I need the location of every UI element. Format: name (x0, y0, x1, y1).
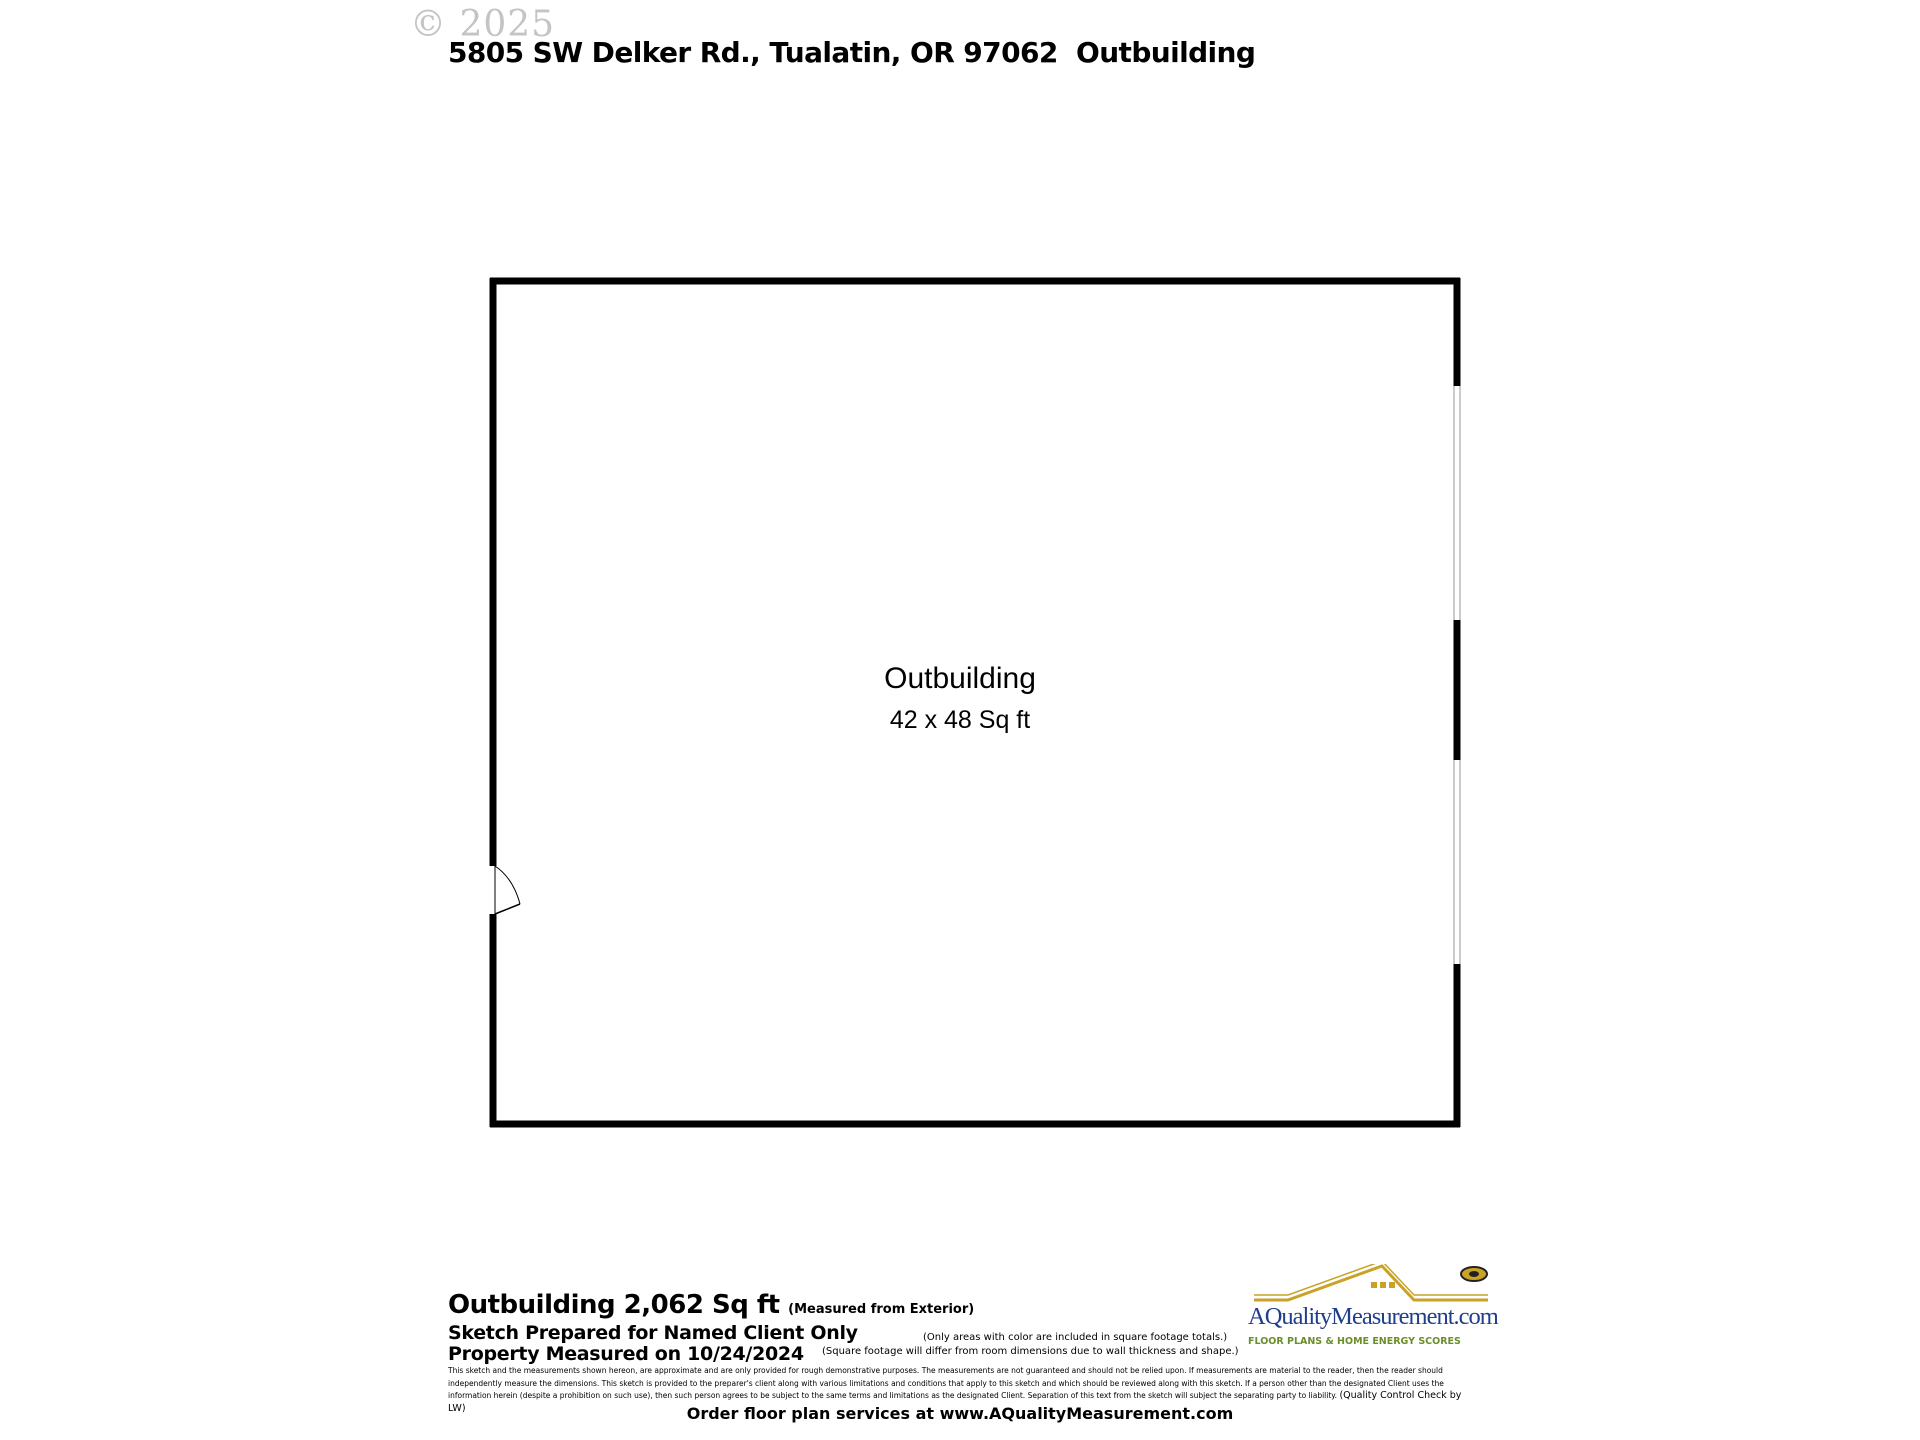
company-logo (1248, 1264, 1498, 1364)
room-name: Outbuilding (884, 662, 1036, 695)
copyright-watermark: © 2025 (410, 4, 556, 45)
summary-title: Outbuilding 2,062 Sq ft (448, 1290, 780, 1320)
disclaimer-text: This sketch and the measurements shown hereon, are approximate and are only provided for rough demonstrative purposes. The measurements are not guaranteed and should not be relied upon. If measurements are material to the reader, then the reader should independently measure the dimensions. This sketch is provided to the preparer's client along with various limitations and conditions that apply to this sketch and which should be reviewed along with this sketch. If a person other than the designated Client uses the information herein (despite a prohibition on such use), then such person agrees to be subject to the same terms and limitations as the designated Client. Separation of this text from the sketch will subject the separating party to liability. (448, 1366, 1444, 1400)
house-roof-icon (1248, 1264, 1492, 1304)
logo-name: AQualityMeasurement.com (1248, 1303, 1498, 1330)
summary-line (448, 1290, 974, 1320)
opening-right-upper (1454, 386, 1460, 620)
wall-thickness-note: (Square footage will differ from room dimensions due to wall thickness and shape.) (822, 1346, 1239, 1357)
room-dimensions: 42 x 48 Sq ft (889, 706, 1031, 734)
measured-date: Property Measured on 10/24/2024 (448, 1343, 804, 1365)
order-services-line: Order floor plan services at www.AQualityMeasurement.com (686, 1404, 1234, 1423)
door-symbol (495, 866, 520, 914)
opening-right-lower (1454, 760, 1460, 964)
color-area-note: (Only areas with color are included in square footage totals.) (923, 1332, 1228, 1343)
logo-tagline: FLOOR PLANS & HOME ENERGY SCORES (1248, 1336, 1461, 1347)
page-title: 5805 SW Delker Rd., Tualatin, OR 97062 Outbuilding (448, 36, 1256, 69)
summary-note: (Measured from Exterior) (788, 1302, 975, 1317)
quality-control-note: (Quality Control Check by LW) (448, 1390, 1462, 1414)
prepared-note: Sketch Prepared for Named Client Only (448, 1322, 858, 1344)
